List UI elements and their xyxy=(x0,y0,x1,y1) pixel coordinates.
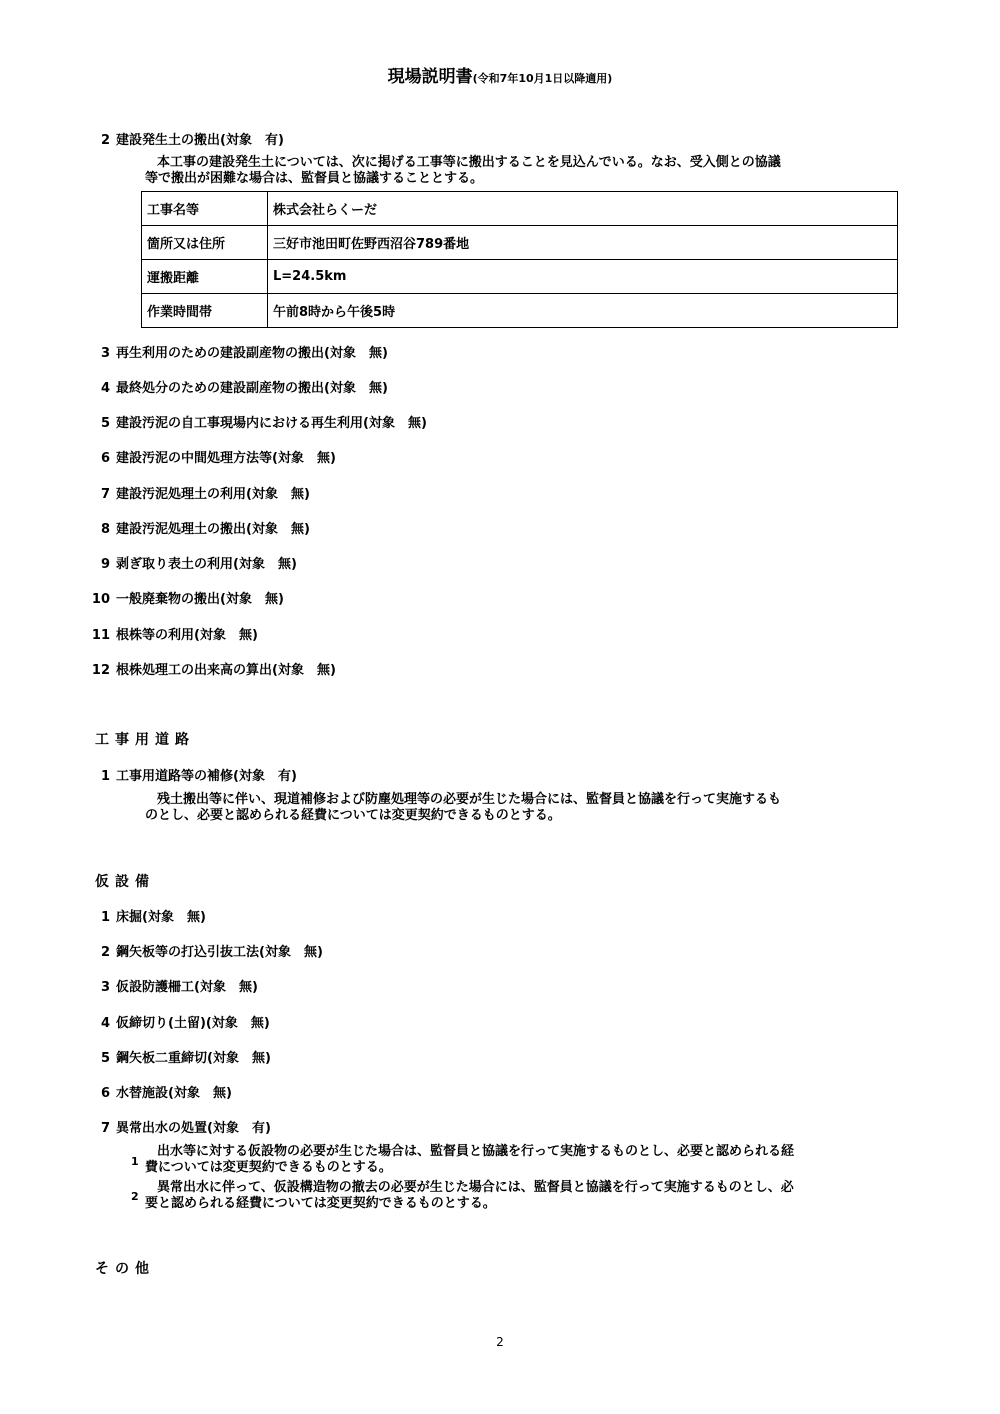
section-heading: その他 xyxy=(95,1261,155,1277)
list-item xyxy=(88,1082,232,1101)
list-item xyxy=(88,976,258,995)
list-item xyxy=(88,342,388,361)
table-value: L=24.5km xyxy=(268,260,898,294)
item-number: 4 xyxy=(100,381,110,396)
list-item xyxy=(88,377,388,396)
item-text: 一般廃棄物の搬出(対象 無) xyxy=(116,592,284,607)
page-number: 2 xyxy=(496,1335,504,1349)
item-text: 根株等の利用(対象 無) xyxy=(116,628,258,643)
table-row xyxy=(142,260,898,294)
table-value: 午前8時から午後5時 xyxy=(268,294,898,328)
list-item xyxy=(88,518,310,537)
sub-item-number: 1 xyxy=(131,1155,139,1168)
list-item xyxy=(88,483,310,502)
paragraph-line: 出水等に対する仮設物の必要が生じた場合は、監督員と協議を行って実施するものとし、必要と認められる経 xyxy=(157,1144,795,1159)
item-number: 12 xyxy=(91,663,110,678)
list-item xyxy=(88,1012,270,1031)
item-text: 建設汚泥の自工事現場内における再生利用(対象 無) xyxy=(116,416,427,431)
item-number: 7 xyxy=(100,487,110,502)
paragraph-line: 要と認められる経費については変更契約できるものとする。 xyxy=(145,1196,496,1211)
table-value: 株式会社らくーだ xyxy=(268,192,898,226)
item-text: 鋼矢板等の打込引抜工法(対象 無) xyxy=(116,945,323,960)
table-value: 三好市池田町佐野西沼谷789番地 xyxy=(268,226,898,260)
item-number: 1 xyxy=(100,769,110,784)
item-text: 建設汚泥の中間処理方法等(対象 無) xyxy=(116,451,336,466)
item-number: 2 xyxy=(100,133,110,148)
item-number: 10 xyxy=(91,592,110,607)
table-label: 運搬距離 xyxy=(142,260,268,294)
item-number: 6 xyxy=(100,451,110,466)
carry-out-table xyxy=(141,191,898,328)
sub-item-number: 2 xyxy=(131,1190,139,1203)
paragraph-line: 等で搬出が困難な場合は、監督員と協議することとする。 xyxy=(145,171,484,186)
list-item xyxy=(88,1047,271,1066)
item-text: 建設汚泥処理土の利用(対象 無) xyxy=(116,487,310,502)
item-text: 工事用道路等の補修(対象 有) xyxy=(116,769,297,784)
table-row xyxy=(142,294,898,328)
paragraph-line: 費については変更契約できるものとする。 xyxy=(145,1160,392,1175)
title-subtitle: (令和7年10月1日以降適用) xyxy=(472,72,613,85)
item-number: 5 xyxy=(100,416,110,431)
list-item xyxy=(88,129,284,148)
item-text: 剥ぎ取り表土の利用(対象 無) xyxy=(116,557,297,572)
table-row xyxy=(142,226,898,260)
item-number: 5 xyxy=(100,1051,110,1066)
item-number: 2 xyxy=(100,945,110,960)
document-title xyxy=(0,62,1000,87)
item-text: 仮設防護柵工(対象 無) xyxy=(116,980,258,995)
list-item xyxy=(88,765,297,784)
item-number: 11 xyxy=(91,628,110,643)
table-label: 作業時間帯 xyxy=(142,294,268,328)
section-heading: 工事用道路 xyxy=(95,732,195,748)
list-item xyxy=(88,624,258,643)
list-item xyxy=(88,941,323,960)
item-text: 異常出水の処置(対象 有) xyxy=(116,1121,271,1136)
item-number: 1 xyxy=(100,910,110,925)
table-row xyxy=(142,192,898,226)
list-item xyxy=(88,659,336,678)
list-item xyxy=(88,588,284,607)
item-text: 仮締切り(土留)(対象 無) xyxy=(116,1016,270,1031)
item-text: 最終処分のための建設副産物の搬出(対象 無) xyxy=(116,381,388,396)
item-number: 8 xyxy=(100,522,110,537)
paragraph-line: 残土搬出等に伴い、現道補修および防塵処理等の必要が生じた場合には、監督員と協議を行って実施するも xyxy=(157,792,782,807)
item-number: 3 xyxy=(100,346,110,361)
item-number: 9 xyxy=(100,557,110,572)
item-text: 床掘(対象 無) xyxy=(116,910,206,925)
item-text: 建設発生土の搬出(対象 有) xyxy=(116,133,284,148)
table-label: 箇所又は住所 xyxy=(142,226,268,260)
table-label: 工事名等 xyxy=(142,192,268,226)
item-number: 4 xyxy=(100,1016,110,1031)
section-heading: 仮設備 xyxy=(95,874,155,890)
item-number: 6 xyxy=(100,1086,110,1101)
item-number: 3 xyxy=(100,980,110,995)
paragraph-line: 異常出水に伴って、仮設構造物の撤去の必要が生じた場合には、監督員と協議を行って実施するものとし、必 xyxy=(157,1180,794,1195)
title-main: 現場説明書 xyxy=(387,67,473,87)
item-text: 再生利用のための建設副産物の搬出(対象 無) xyxy=(116,346,388,361)
item-text: 鋼矢板二重締切(対象 無) xyxy=(116,1051,271,1066)
list-item xyxy=(88,1117,271,1136)
list-item xyxy=(88,412,427,431)
list-item xyxy=(88,906,206,925)
item-number: 7 xyxy=(100,1121,110,1136)
item-text: 建設汚泥処理土の搬出(対象 無) xyxy=(116,522,310,537)
item-text: 水替施設(対象 無) xyxy=(116,1086,232,1101)
paragraph-line: のとし、必要と認められる経費については変更契約できるものとする。 xyxy=(145,808,561,823)
list-item xyxy=(88,553,297,572)
paragraph-line: 本工事の建設発生土については、次に掲げる工事等に搬出することを見込んでいる。なお、受入側との協議 xyxy=(157,155,781,170)
item-text: 根株処理工の出来高の算出(対象 無) xyxy=(116,663,336,678)
list-item xyxy=(88,447,336,466)
